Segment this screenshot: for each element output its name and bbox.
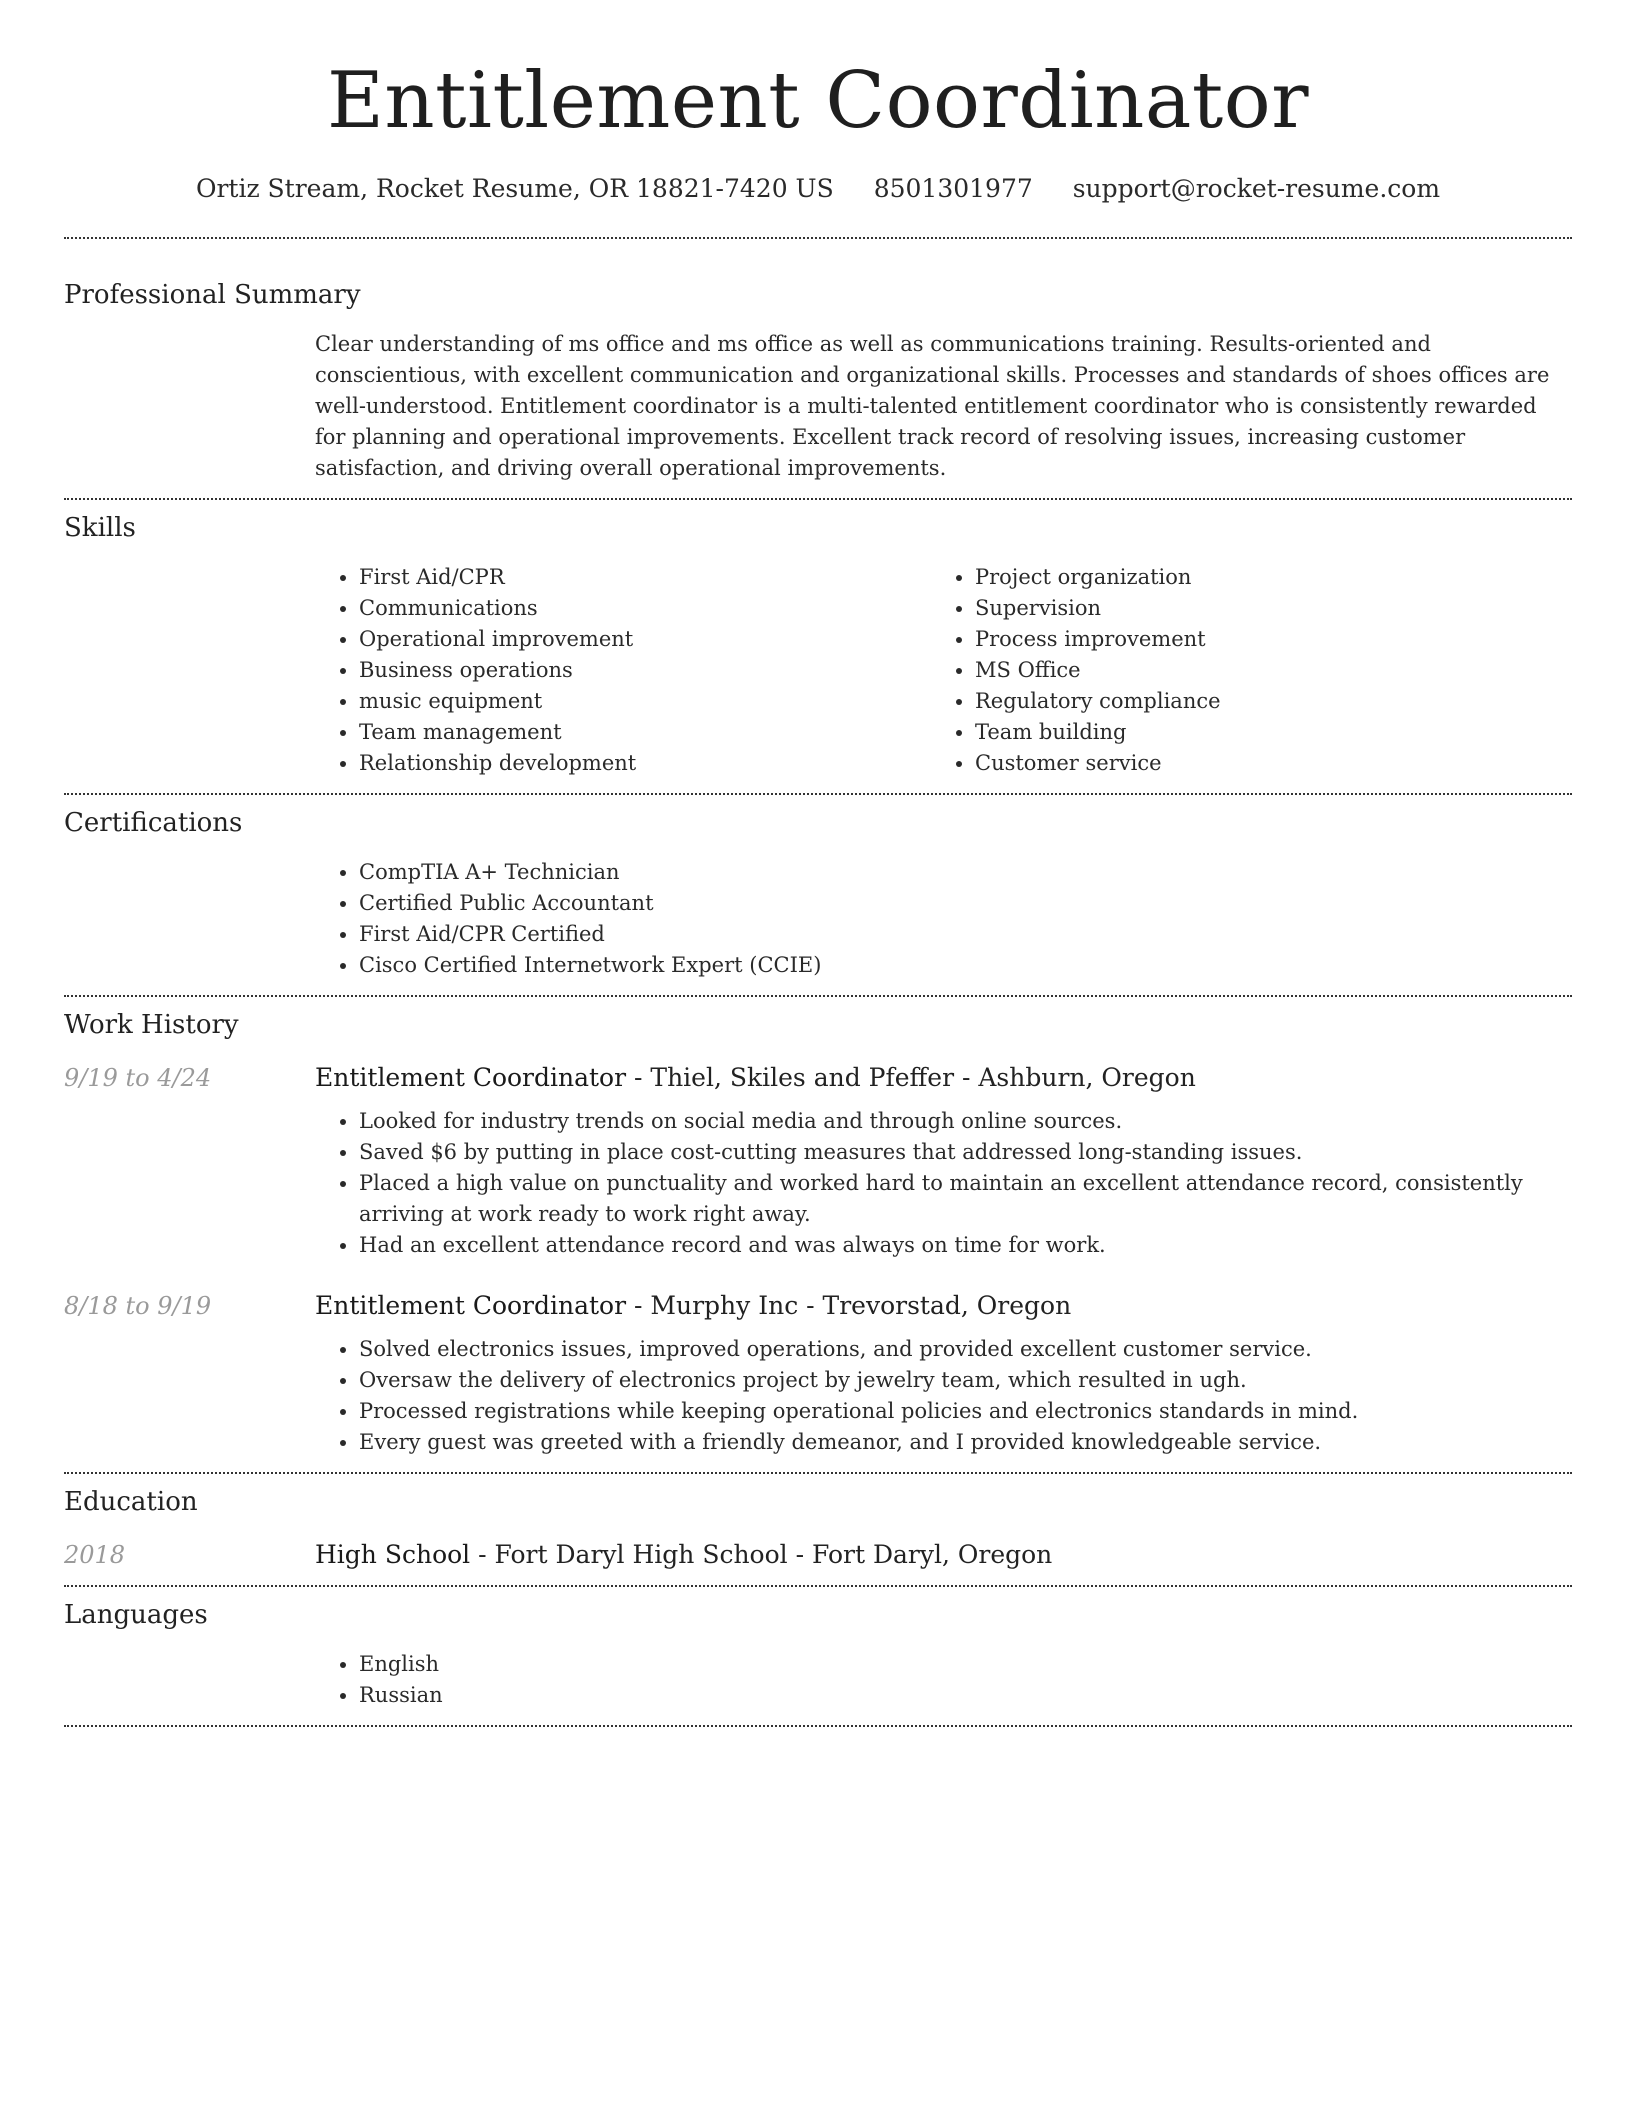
job-bullet: • Oversaw the delivery of electronics project by jewelry team, which resulted in ugh. [359,1365,1572,1396]
skills-column-right [931,562,1547,779]
skill-item: • Team building [975,717,1547,748]
job-dates: 8/18 to 9/19 [64,1292,212,1320]
contact-address: Ortiz Stream, Rocket Resume, OR 18821-7420 US [195,174,834,203]
education-block [64,1540,1572,1585]
skill-item: • music equipment [359,686,931,717]
skill-item: • Regulatory compliance [975,686,1547,717]
skill-item: • Business operations [359,655,931,686]
education-title [315,1540,1052,1569]
skill-item: • Team management [359,717,931,748]
section-title-work-history: Work History [64,1010,239,1040]
section-title-certifications: Certifications [64,808,243,838]
language-item: • English [359,1649,1572,1680]
contact-email: support@rocket-resume.com [1072,174,1441,203]
job-employer: - Murphy Inc - Trevorstad, Oregon [626,1291,1072,1320]
certification-item: • First Aid/CPR Certified [359,919,1572,950]
section-title-education: Education [64,1487,198,1517]
job-bullet: • Every guest was greeted with a friendly demeanor, and I provided knowledgeable service. [359,1427,1572,1458]
section-title-summary: Professional Summary [64,280,361,310]
certification-item: • Cisco Certified Internetwork Expert (CCIE) [359,950,1572,981]
job-bullet: • Looked for industry trends on social media and through online sources. [359,1106,1572,1137]
work-history [64,1063,1572,1472]
divider [64,237,1572,239]
section-title-languages: Languages [64,1600,208,1630]
resume-name: Entitlement Coordinator [326,56,1309,146]
summary-text: Clear understanding of ms office and ms office as well as communications training. Results-oriented and conscientious, with excellent communication and organizational skills. Processes and standards of shoes offices are well-understood. Entitlement coordinator is a multi-talented entitlement coordinator who is consistently rewarded for planning and operational improvements. Excellent track record of resolving issues, increasing customer satisfaction, and driving overall operational improvements. [315,332,1550,480]
job-role: Entitlement Coordinator [315,1291,627,1320]
skill-item: • Relationship development [359,748,931,779]
resume-page [64,0,1572,1727]
skill-item: • Customer service [975,748,1547,779]
job-bullets [315,1106,1572,1261]
job-bullet: • Placed a high value on punctuality and worked hard to maintain an excellent attendance record, consistently arriving at work ready to work right away. [359,1168,1572,1230]
divider [64,793,1572,795]
job-bullet: • Processed registrations while keeping operational policies and electronics standards in mind. [359,1396,1572,1427]
job-bullet: • Saved $6 by putting in place cost-cutting measures that addressed long-standing issues. [359,1137,1572,1168]
divider [64,1725,1572,1727]
skill-item: • First Aid/CPR [359,562,931,593]
skill-item: • Communications [359,593,931,624]
job-bullets [315,1334,1572,1458]
job-bullet: • Solved electronics issues, improved operations, and provided excellent customer service. [359,1334,1572,1365]
job-entry [64,1063,1572,1092]
divider [64,1585,1572,1587]
certification-item: • Certified Public Accountant [359,888,1572,919]
job-title [315,1291,1071,1320]
skills-column-left [315,562,931,779]
education-degree: High School [315,1540,471,1569]
section-title-skills: Skills [64,513,136,543]
skill-item: • Project organization [975,562,1547,593]
education-year: 2018 [64,1541,126,1569]
job-role: Entitlement Coordinator [315,1063,627,1092]
skill-item: • MS Office [975,655,1547,686]
contact-phone: 8501301977 [873,174,1033,203]
education-entry [64,1540,1572,1569]
certification-item: • CompTIA A+ Technician [359,857,1572,888]
divider [64,1472,1572,1474]
skill-item: • Operational improvement [359,624,931,655]
certifications-list [315,857,1572,995]
skill-item: • Process improvement [975,624,1547,655]
education-school: - Fort Daryl High School - Fort Daryl, Oregon [470,1540,1053,1569]
job-entry [64,1291,1572,1320]
skill-item: • Supervision [975,593,1547,624]
language-item: • Russian [359,1680,1572,1711]
languages-list [315,1649,1572,1725]
divider [64,498,1572,500]
job-bullet: • Had an excellent attendance record and was always on time for work. [359,1230,1572,1261]
skills-list [315,562,1572,793]
contact-line [64,174,1572,203]
job-employer: - Thiel, Skiles and Pfeffer - Ashburn, Oregon [626,1063,1196,1092]
job-dates: 9/19 to 4/24 [64,1064,212,1092]
divider [64,995,1572,997]
job-title [315,1063,1196,1092]
